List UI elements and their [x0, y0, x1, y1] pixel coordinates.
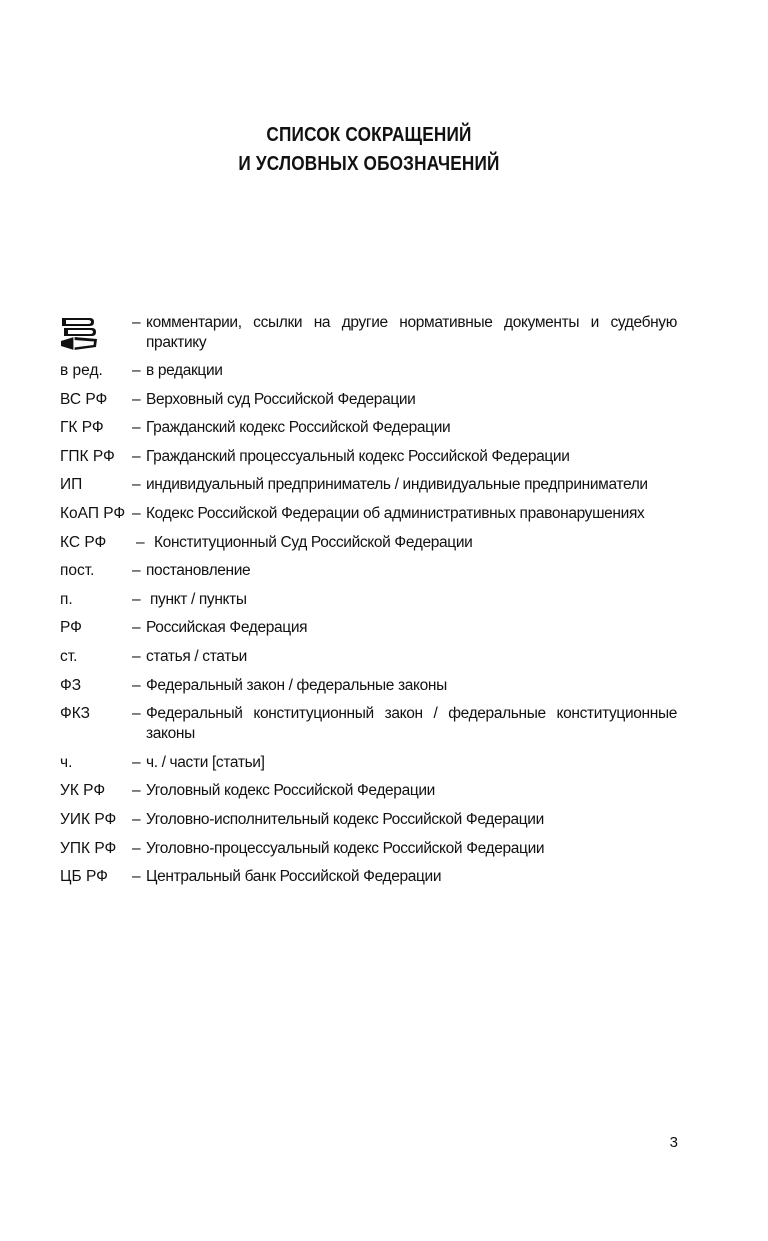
list-item: [60, 704, 677, 744]
definition: статья / статьи: [146, 647, 247, 665]
dash: –: [132, 676, 141, 694]
abbreviation: ГПК РФ: [60, 447, 115, 465]
definition: постановление: [146, 562, 251, 580]
list-item: [60, 390, 677, 410]
dash: –: [132, 419, 141, 437]
definition: Верховный суд Российской Федерации: [146, 390, 416, 408]
list-item: [60, 839, 677, 859]
definition: ч. / части [статьи]: [146, 753, 265, 771]
abbreviation: РФ: [60, 619, 82, 637]
list-item: [60, 361, 677, 381]
abbreviation: ФКЗ: [60, 705, 91, 723]
list-item: [60, 475, 677, 495]
dash: –: [132, 782, 141, 800]
list-item: [60, 590, 677, 610]
abbreviation: ФЗ: [60, 676, 82, 694]
dash: –: [132, 362, 141, 379]
page-title: [52, 121, 687, 179]
definition: Российская Федерация: [146, 619, 308, 637]
definition: Федеральный конституционный закон / федеральные конституционные законы: [146, 705, 677, 743]
list-item: [60, 618, 677, 638]
abbreviation: ГК РФ: [60, 419, 104, 437]
dash: –: [132, 476, 141, 494]
definition: Гражданский кодекс Российской Федерации: [146, 419, 451, 437]
list-item: [60, 533, 677, 553]
dash: –: [132, 447, 141, 465]
dash: –: [132, 562, 141, 580]
definition: Гражданский процессуальный кодекс Российской Федерации: [146, 447, 570, 465]
abbreviation: КС РФ: [60, 533, 107, 551]
abbreviation-list: [60, 313, 677, 887]
dash: –: [132, 390, 141, 408]
title-line-2: И УСЛОВНЫХ ОБОЗНАЧЕНИЙ: [238, 153, 500, 175]
abbreviation: в ред.: [60, 362, 103, 379]
list-item: [60, 781, 677, 801]
definition: в редакции: [146, 362, 223, 379]
abbreviation: ИП: [60, 476, 83, 494]
list-item: [60, 753, 677, 773]
definition: Уголовно-процессуальный кодекс Российской Федерации: [146, 839, 545, 857]
dash: –: [132, 619, 141, 637]
list-item: [60, 447, 677, 467]
icon-legend-description: комментарии, ссылки на другие нормативные документы и судебную практику: [146, 314, 677, 351]
abbreviation: УК РФ: [60, 782, 106, 800]
abbreviation: УПК РФ: [60, 839, 117, 857]
definition: пункт / пункты: [150, 590, 247, 608]
definition: Федеральный закон / федеральные законы: [146, 676, 447, 694]
list-item: [60, 810, 677, 830]
definition: индивидуальный предприниматель / индивидуальные предприниматели: [146, 476, 648, 494]
abbreviation: ст.: [60, 647, 78, 665]
dash: –: [136, 533, 145, 551]
page-number: 3: [669, 1134, 678, 1151]
dash: –: [132, 839, 141, 857]
books-stack-icon: [60, 313, 132, 353]
dash: –: [132, 647, 141, 665]
dash: –: [132, 868, 141, 886]
list-item: [60, 504, 677, 524]
abbreviation: КоАП РФ: [60, 504, 126, 522]
list-item: [60, 561, 677, 581]
list-item: [60, 676, 677, 696]
list-item: [60, 647, 677, 667]
list-item: [60, 418, 677, 438]
definition: Конституционный Суд Российской Федерации: [154, 533, 473, 551]
dash: –: [132, 810, 141, 828]
list-item: [60, 867, 677, 887]
definition: Кодекс Российской Федерации об административных правонарушениях: [146, 504, 645, 522]
dash: –: [132, 705, 141, 723]
definition: Уголовно-исполнительный кодекс Российской Федерации: [146, 810, 544, 828]
dash: –: [132, 314, 141, 331]
abbreviation: пост.: [60, 562, 95, 580]
dash: –: [132, 753, 141, 771]
dash: –: [132, 504, 141, 522]
abbreviation: УИК РФ: [60, 810, 117, 828]
dash: –: [132, 590, 141, 608]
abbreviation: ЦБ РФ: [60, 868, 108, 886]
abbreviation: ч.: [60, 753, 73, 771]
list-item-icon-legend: [60, 313, 677, 353]
abbreviation: ВС РФ: [60, 390, 108, 408]
title-line-1: СПИСОК СОКРАЩЕНИЙ: [266, 124, 472, 146]
abbreviation: п.: [60, 590, 73, 608]
definition: Уголовный кодекс Российской Федерации: [146, 782, 435, 800]
definition: Центральный банк Российской Федерации: [146, 868, 442, 886]
